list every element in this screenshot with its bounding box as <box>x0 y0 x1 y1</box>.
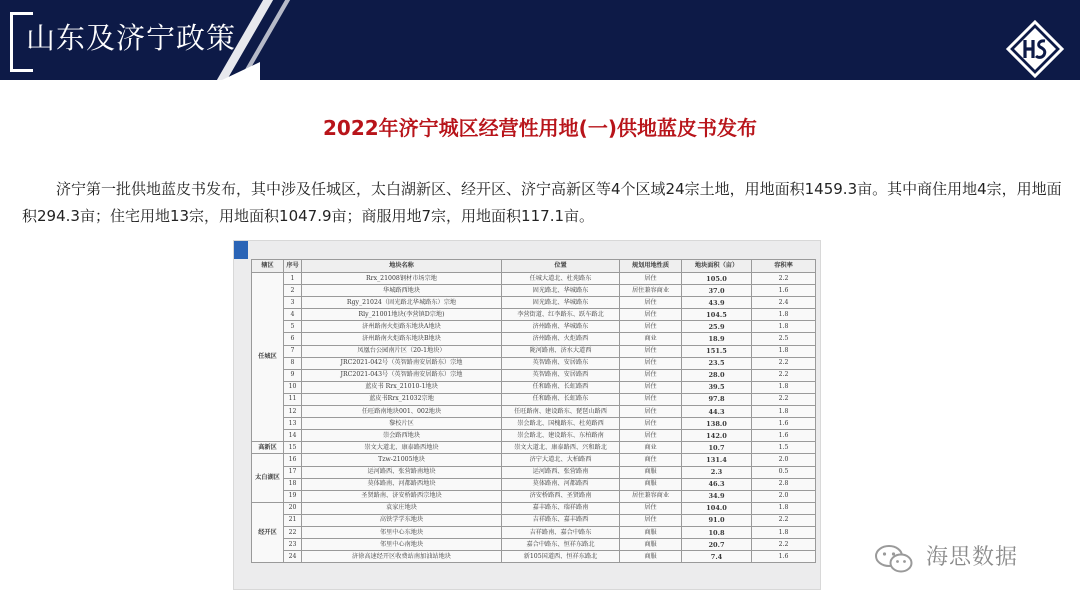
watermark <box>874 540 1064 576</box>
location-cell: 济州路南、火炬路西 <box>502 333 620 345</box>
land-use-cell: 居住 <box>620 502 682 514</box>
seq-cell: 19 <box>284 490 302 502</box>
land-use-cell: 居住 <box>620 357 682 369</box>
seq-cell: 3 <box>284 297 302 309</box>
seq-cell: 18 <box>284 478 302 490</box>
area-cell: 105.0 <box>682 273 752 285</box>
parcel-name-cell: 蓝皮书Rrx_21032宗地 <box>302 393 502 405</box>
header-cell: 容积率 <box>752 260 816 273</box>
area-cell: 44.3 <box>682 406 752 418</box>
parcel-name-cell: Rgy_21024（固光路北华城路东）宗地 <box>302 297 502 309</box>
parcel-name-cell: 任旺路南地块001、002地块 <box>302 406 502 418</box>
area-cell: 10.7 <box>682 442 752 454</box>
parcel-name-cell: 运河路西、张营路南地块 <box>302 466 502 478</box>
area-cell: 151.5 <box>682 345 752 357</box>
intro-paragraph: 济宁第一批供地蓝皮书发布，其中涉及任城区，太白湖新区、经开区、济宁高新区等4个区域24宗土地，用地面积1459.3亩。其中商住用地4宗，用地面积294.3亩；住宅用地13宗，用地面积1047.9亩；商服用地7宗，用地面积117.1亩。 <box>22 180 1062 225</box>
table-row <box>252 345 816 357</box>
location-cell: 任和路南、长虹路东 <box>502 393 620 405</box>
land-use-cell: 商业 <box>620 442 682 454</box>
land-supply-table <box>251 259 816 563</box>
header-cell: 规划用地性质 <box>620 260 682 273</box>
seq-cell: 6 <box>284 333 302 345</box>
location-cell: 莫体路南、河都路西 <box>502 478 620 490</box>
seq-cell: 24 <box>284 551 302 563</box>
seq-cell: 23 <box>284 539 302 551</box>
parcel-name-cell: 济徐高速经开区收费站南加油站地块 <box>302 551 502 563</box>
header-cell: 地块面积（亩） <box>682 260 752 273</box>
area-cell: 91.0 <box>682 514 752 526</box>
hs-diamond-logo <box>1004 18 1066 80</box>
location-cell: 固光路北、华城路东 <box>502 285 620 297</box>
table-row <box>252 466 816 478</box>
header-cell: 地块名称 <box>302 260 502 273</box>
parcel-name-cell: 崇会路西地块 <box>302 430 502 442</box>
district-cell: 任城区 <box>252 273 284 442</box>
far-cell: 2.0 <box>752 490 816 502</box>
far-cell: 2.8 <box>752 478 816 490</box>
far-cell: 1.8 <box>752 381 816 393</box>
location-cell: 任旺路南、建设路东、琵琶山路西 <box>502 406 620 418</box>
table-row <box>252 273 816 285</box>
seq-cell: 2 <box>284 285 302 297</box>
land-use-cell: 居住兼容商业 <box>620 490 682 502</box>
table-row <box>252 539 816 551</box>
location-cell: 崇文大道北、康泰路西、兴和路北 <box>502 442 620 454</box>
parcel-name-cell: 济州路南火炬路东地块A地块 <box>302 321 502 333</box>
seq-cell: 16 <box>284 454 302 466</box>
far-cell: 2.2 <box>752 514 816 526</box>
seq-cell: 1 <box>284 273 302 285</box>
header-bar <box>0 0 1080 80</box>
parcel-name-cell: 崇文大道北、康泰路西地块 <box>302 442 502 454</box>
land-use-cell: 商住 <box>620 454 682 466</box>
parcel-name-cell: JRC2021-043号（英智路南安居路东）宗地 <box>302 369 502 381</box>
far-cell: 2.2 <box>752 357 816 369</box>
land-use-cell: 居住 <box>620 430 682 442</box>
far-cell: 1.5 <box>752 442 816 454</box>
table-row <box>252 321 816 333</box>
table-row <box>252 514 816 526</box>
parcel-name-cell: 济州路南火炬路东地块B地块 <box>302 333 502 345</box>
land-use-cell: 居住兼容商业 <box>620 285 682 297</box>
table-header-row <box>252 260 816 273</box>
location-cell: 嘉合中路东、恒祥东路北 <box>502 539 620 551</box>
area-cell: 43.9 <box>682 297 752 309</box>
area-cell: 2.3 <box>682 466 752 478</box>
far-cell: 1.8 <box>752 502 816 514</box>
parcel-name-cell: 袁家庄地块 <box>302 502 502 514</box>
area-cell: 46.3 <box>682 478 752 490</box>
document-title: 2022年济宁城区经营性用地(一)供地蓝皮书发布 <box>323 116 757 140</box>
location-cell: 固光路北、华城路东 <box>502 297 620 309</box>
seq-cell: 15 <box>284 442 302 454</box>
land-use-cell: 居住 <box>620 273 682 285</box>
far-cell: 2.4 <box>752 297 816 309</box>
area-cell: 142.0 <box>682 430 752 442</box>
far-cell: 1.8 <box>752 345 816 357</box>
area-cell: 18.9 <box>682 333 752 345</box>
seq-cell: 22 <box>284 526 302 538</box>
area-cell: 97.8 <box>682 393 752 405</box>
seq-cell: 14 <box>284 430 302 442</box>
land-use-cell: 居住 <box>620 406 682 418</box>
district-cell: 太白湖区 <box>252 454 284 502</box>
land-table-image <box>233 240 821 590</box>
land-use-cell: 居住 <box>620 369 682 381</box>
area-cell: 104.0 <box>682 502 752 514</box>
seq-cell: 5 <box>284 321 302 333</box>
land-use-cell: 居住 <box>620 321 682 333</box>
land-use-cell: 商服 <box>620 551 682 563</box>
location-cell: 李营街道、红李路东、跃车路北 <box>502 309 620 321</box>
land-use-cell: 商服 <box>620 539 682 551</box>
header-cell: 辖区 <box>252 260 284 273</box>
area-cell: 138.0 <box>682 418 752 430</box>
far-cell: 1.8 <box>752 309 816 321</box>
location-cell: 陇河路南、济水大道西 <box>502 345 620 357</box>
table-row <box>252 502 816 514</box>
far-cell: 1.6 <box>752 418 816 430</box>
land-use-cell: 商业 <box>620 333 682 345</box>
parcel-name-cell: 高铁学学东地块 <box>302 514 502 526</box>
far-cell: 2.5 <box>752 333 816 345</box>
table-row <box>252 490 816 502</box>
seq-cell: 10 <box>284 381 302 393</box>
table-row <box>252 442 816 454</box>
wechat-icon <box>874 544 914 574</box>
far-cell: 1.8 <box>752 321 816 333</box>
parcel-name-cell: Tzw-21005地块 <box>302 454 502 466</box>
parcel-name-cell: 华城路西地块 <box>302 285 502 297</box>
far-cell: 1.6 <box>752 551 816 563</box>
location-cell: 济宁大道北、大柏路西 <box>502 454 620 466</box>
location-cell: 英智路南、安居路西 <box>502 369 620 381</box>
table-row <box>252 369 816 381</box>
table-row <box>252 478 816 490</box>
land-use-cell: 商服 <box>620 478 682 490</box>
land-use-cell: 居住 <box>620 345 682 357</box>
seq-cell: 11 <box>284 393 302 405</box>
table-row <box>252 297 816 309</box>
seq-cell: 20 <box>284 502 302 514</box>
seq-cell: 9 <box>284 369 302 381</box>
area-cell: 10.8 <box>682 526 752 538</box>
table-body <box>252 273 816 563</box>
blue-corner-tab <box>234 241 248 259</box>
area-cell: 20.7 <box>682 539 752 551</box>
area-cell: 23.5 <box>682 357 752 369</box>
area-cell: 39.5 <box>682 381 752 393</box>
header-cell: 位置 <box>502 260 620 273</box>
table-row <box>252 406 816 418</box>
location-cell: 崇会路北、国槐路东、杜苑路西 <box>502 418 620 430</box>
far-cell: 2.2 <box>752 539 816 551</box>
location-cell: 英智路南、安居路东 <box>502 357 620 369</box>
area-cell: 25.9 <box>682 321 752 333</box>
land-use-cell: 商服 <box>620 526 682 538</box>
far-cell: 0.5 <box>752 466 816 478</box>
far-cell: 2.2 <box>752 369 816 381</box>
area-cell: 37.0 <box>682 285 752 297</box>
location-cell: 运河路西、张营路南 <box>502 466 620 478</box>
area-cell: 131.4 <box>682 454 752 466</box>
far-cell: 2.2 <box>752 273 816 285</box>
table-row <box>252 285 816 297</box>
land-use-cell: 居住 <box>620 393 682 405</box>
header-cell: 序号 <box>284 260 302 273</box>
land-use-cell: 居住 <box>620 514 682 526</box>
land-use-cell: 商服 <box>620 466 682 478</box>
seq-cell: 7 <box>284 345 302 357</box>
table-row <box>252 333 816 345</box>
far-cell: 2.0 <box>752 454 816 466</box>
location-cell: 嘉丰路东、瑞祥路南 <box>502 502 620 514</box>
table-row <box>252 551 816 563</box>
location-cell: 吉祥路东、嘉丰路西 <box>502 514 620 526</box>
far-cell: 1.6 <box>752 285 816 297</box>
location-cell: 新105国道西、恒祥东路北 <box>502 551 620 563</box>
area-cell: 28.0 <box>682 369 752 381</box>
district-cell: 经开区 <box>252 502 284 562</box>
parcel-name-cell: 蓝皮书 Rrx_21010-1地块 <box>302 381 502 393</box>
location-cell: 崇会路北、建设路东、东柏路南 <box>502 430 620 442</box>
table-row <box>252 309 816 321</box>
seq-cell: 21 <box>284 514 302 526</box>
location-cell: 吉祥路南、嘉合中路东 <box>502 526 620 538</box>
location-cell: 济州路南、华城路东 <box>502 321 620 333</box>
table-row <box>252 393 816 405</box>
land-use-cell: 居住 <box>620 381 682 393</box>
parcel-name-cell: 黎校片区 <box>302 418 502 430</box>
parcel-name-cell: 凤凰台公园南片区（20-1地块） <box>302 345 502 357</box>
table-row <box>252 357 816 369</box>
watermark-text: 海思数据 <box>926 545 1019 570</box>
seq-cell: 17 <box>284 466 302 478</box>
far-cell: 1.6 <box>752 430 816 442</box>
far-cell: 2.2 <box>752 393 816 405</box>
table-row <box>252 526 816 538</box>
parcel-name-cell: JRC2021-042号（英智路南安居路东）宗地 <box>302 357 502 369</box>
parcel-name-cell: 邻里中心东地块 <box>302 526 502 538</box>
page-title: 山东及济宁政策 <box>26 21 237 55</box>
parcel-name-cell: Rrx_21008钢材市场宗地 <box>302 273 502 285</box>
table-row <box>252 454 816 466</box>
location-cell: 任城大道北、杜苑路东 <box>502 273 620 285</box>
parcel-name-cell: Rly_21001地块(李营镇D宗地) <box>302 309 502 321</box>
far-cell: 1.8 <box>752 406 816 418</box>
parcel-name-cell: 圣贤路南、济安桥路西宗地块 <box>302 490 502 502</box>
seq-cell: 8 <box>284 357 302 369</box>
area-cell: 104.5 <box>682 309 752 321</box>
district-cell: 高新区 <box>252 442 284 454</box>
area-cell: 7.4 <box>682 551 752 563</box>
location-cell: 济安桥路西、圣贤路南 <box>502 490 620 502</box>
area-cell: 34.9 <box>682 490 752 502</box>
parcel-name-cell: 莫体路南、河都路西地块 <box>302 478 502 490</box>
location-cell: 任和路南、长虹路西 <box>502 381 620 393</box>
table-row <box>252 418 816 430</box>
land-use-cell: 居住 <box>620 418 682 430</box>
land-use-cell: 居住 <box>620 309 682 321</box>
table-row <box>252 430 816 442</box>
seq-cell: 13 <box>284 418 302 430</box>
seq-cell: 4 <box>284 309 302 321</box>
parcel-name-cell: 邻里中心南地块 <box>302 539 502 551</box>
land-use-cell: 居住 <box>620 297 682 309</box>
seq-cell: 12 <box>284 406 302 418</box>
table-row <box>252 381 816 393</box>
far-cell: 1.8 <box>752 526 816 538</box>
